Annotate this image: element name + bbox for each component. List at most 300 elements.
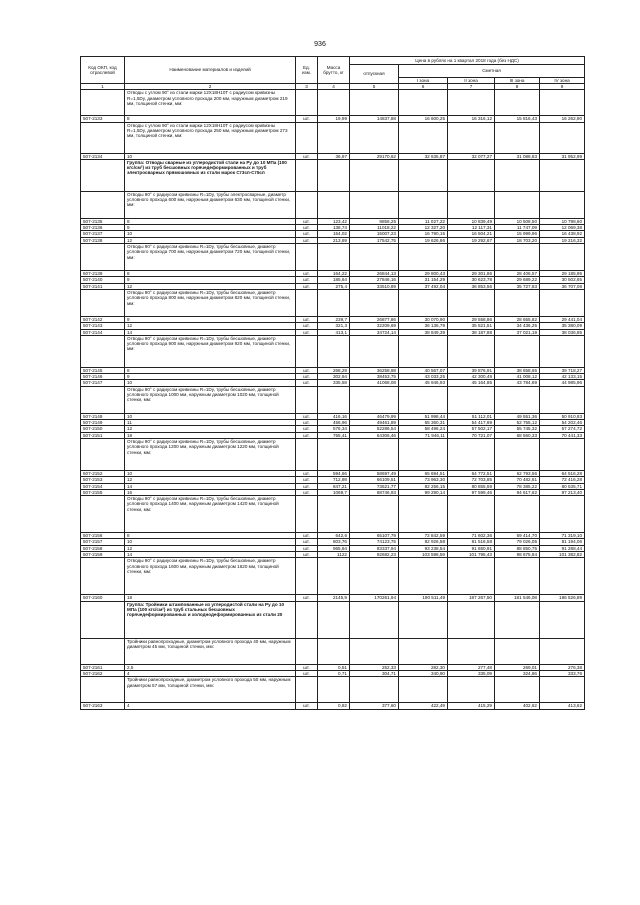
item-zone-2-price: 335,09	[448, 670, 495, 676]
item-zone-1-price: 36 136,79	[399, 323, 448, 329]
item-release-price: 52286,54	[350, 426, 399, 432]
item-zone-3-price: 402,62	[495, 703, 540, 709]
item-code: 507-2137	[81, 231, 125, 237]
column-number: 2	[125, 84, 296, 90]
item-code: 507-2149	[81, 420, 125, 426]
item-zone-1-price: 82 256,15	[399, 483, 448, 489]
empty-cell	[448, 122, 495, 153]
item-release-price: 58697,49	[350, 470, 399, 476]
item-zone-2-price: 42 300,49	[448, 374, 495, 380]
empty-cell	[81, 386, 125, 413]
item-zone-4-price: 276,38	[540, 664, 585, 670]
empty-cell	[296, 90, 318, 116]
item-name: 18	[125, 432, 296, 438]
item-zone-1-price: 72 842,59	[399, 533, 448, 539]
item-mass: 1122	[318, 552, 350, 558]
item-mass: 413,1	[318, 329, 350, 335]
item-code: 507-2144	[81, 329, 125, 335]
item-zone-2-price: 30 623,78	[448, 277, 495, 283]
item-description: Отводы 90° с радиусом кривизны R=1Dy, трубы электросварные, диаметр условного прохода 600 мм, наружным диаметром 630 мм, толщиной стенки, мм:	[125, 191, 296, 218]
empty-cell	[399, 601, 448, 638]
empty-cell	[495, 122, 540, 153]
item-zone-4-price: 12 069,38	[540, 225, 585, 231]
item-name: 8	[125, 533, 296, 539]
item-zone-4-price: 16 262,90	[540, 116, 585, 122]
empty-cell	[296, 601, 318, 638]
item-code: 507-2151	[81, 432, 125, 438]
item-zone-2-price: 38 187,88	[448, 329, 495, 335]
item-name: 12	[125, 237, 296, 243]
item-zone-1-price: 55 360,31	[399, 420, 448, 426]
description-row	[81, 90, 585, 116]
price-table	[80, 56, 585, 710]
item-mass: 803,76	[318, 539, 350, 545]
empty-cell	[296, 159, 318, 191]
empty-cell	[81, 244, 125, 271]
item-zone-3-price: 324,86	[495, 670, 540, 676]
item-mass: 965,94	[318, 545, 350, 551]
column-number: 3	[296, 84, 318, 90]
item-mass: 321,3	[318, 323, 350, 329]
item-zone-1-price: 93 238,54	[399, 545, 448, 551]
item-zone-2-price: 36 853,56	[448, 283, 495, 289]
item-name: 8	[125, 218, 296, 224]
item-unit: шт.	[296, 413, 318, 419]
empty-cell	[540, 335, 585, 367]
item-unit: шт.	[296, 271, 318, 277]
item-release-price: 66109,51	[350, 477, 399, 483]
item-name: 14	[125, 329, 296, 335]
item-code: 507-2136	[81, 225, 125, 231]
item-mass: 416,16	[318, 413, 350, 419]
item-code: 507-2163	[81, 703, 125, 709]
item-zone-1-price: 99 290,14	[399, 489, 448, 495]
item-zone-4-price: 29 441,04	[540, 316, 585, 322]
item-zone-4-price: 16 438,92	[540, 231, 585, 237]
item-zone-1-price: 31 154,29	[399, 277, 448, 283]
item-release-price: 38453,75	[350, 374, 399, 380]
empty-cell	[399, 386, 448, 413]
item-zone-3-price: 37 021,19	[495, 329, 540, 335]
empty-cell	[540, 289, 585, 316]
item-zone-2-price: 16 316,12	[448, 116, 495, 122]
description-row	[81, 386, 585, 413]
item-zone-1-price: 19 626,86	[399, 237, 448, 243]
item-name: 12	[125, 283, 296, 289]
item-zone-2-price: 19 292,67	[448, 237, 495, 243]
item-code: 507-2160	[81, 595, 125, 601]
empty-cell	[540, 159, 585, 191]
item-zone-3-price: 43 784,69	[495, 380, 540, 386]
empty-cell	[399, 159, 448, 191]
item-unit: шт.	[296, 316, 318, 322]
empty-cell	[350, 191, 399, 218]
empty-cell	[318, 289, 350, 316]
empty-cell	[350, 677, 399, 703]
item-zone-3-price: 38 658,65	[495, 367, 540, 373]
item-name: 4	[125, 670, 296, 676]
item-unit: шт.	[296, 595, 318, 601]
empty-cell	[296, 496, 318, 533]
empty-cell	[318, 677, 350, 703]
item-unit: шт.	[296, 483, 318, 489]
item-release-price: 41068,08	[350, 380, 399, 386]
item-zone-2-price: 32 077,27	[448, 153, 495, 159]
column-number: 4	[318, 84, 350, 90]
item-mass: 642,6	[318, 533, 350, 539]
item-name: 2,5	[125, 664, 296, 670]
item-zone-3-price: 15 816,43	[495, 116, 540, 122]
empty-cell	[399, 677, 448, 703]
item-mass: 456,96	[318, 420, 350, 426]
item-zone-1-price: 190 511,49	[399, 595, 448, 601]
empty-cell	[540, 638, 585, 664]
empty-cell	[296, 386, 318, 413]
description-row	[81, 438, 585, 470]
item-code: 507-2157	[81, 539, 125, 545]
item-name: 4	[125, 703, 296, 709]
empty-cell	[296, 122, 318, 153]
item-zone-2-price: 51 112,01	[448, 413, 495, 419]
item-name: 12	[125, 426, 296, 432]
item-zone-1-price: 73 963,30	[399, 477, 448, 483]
empty-cell	[296, 558, 318, 595]
empty-cell	[495, 677, 540, 703]
column-number: 5	[350, 84, 399, 90]
item-mass: 164,22	[318, 271, 350, 277]
item-code: 507-2134	[81, 153, 125, 159]
item-zone-3-price: 52 755,12	[495, 420, 540, 426]
item-zone-1-price: 58 496,24	[399, 426, 448, 432]
empty-cell	[448, 677, 495, 703]
item-unit: шт.	[296, 323, 318, 329]
item-zone-2-price: 80 855,59	[448, 483, 495, 489]
item-code: 507-2155	[81, 489, 125, 495]
item-zone-3-price: 88 850,75	[495, 545, 540, 551]
item-description: Тройники равнопроходные, диаметром условного прохода 50 мм, наружным диаметром 57 мм, толщиной стенки, мм:	[125, 677, 296, 703]
empty-cell	[296, 191, 318, 218]
item-zone-4-price: 54 202,46	[540, 420, 585, 426]
empty-cell	[495, 191, 540, 218]
item-zone-1-price: 16 790,15	[399, 231, 448, 237]
empty-cell	[350, 558, 399, 595]
empty-cell	[448, 438, 495, 470]
empty-cell	[350, 496, 399, 533]
group-title: Группа: Отводы сварные из углеродистой стали на Ру до 10 МПа (100 кгс/см²) из труб бесшовных горячедеформированных и труб электросварных прямошовных из стали марок Ст3сп-Ст5сп	[125, 159, 296, 191]
empty-cell	[495, 386, 540, 413]
item-zone-2-price: 39 876,91	[448, 367, 495, 373]
item-unit: шт.	[296, 225, 318, 231]
item-code: 507-2156	[81, 533, 125, 539]
item-unit: шт.	[296, 703, 318, 709]
item-zone-3-price: 98 675,84	[495, 552, 540, 558]
description-row	[81, 244, 585, 271]
item-zone-4-price: 57 274,72	[540, 426, 585, 432]
empty-cell	[399, 558, 448, 595]
empty-cell	[81, 601, 125, 638]
empty-cell	[448, 558, 495, 595]
empty-cell	[540, 558, 585, 595]
table-body	[81, 90, 585, 709]
item-zone-2-price: 187 267,50	[448, 595, 495, 601]
group-title: Группа: Тройники штампованные из углеродистой стали на Ру до 10 МПа (100 кгс/см²) из труб стальных бесшовных горячедеформированных и холоднодеформированных из стали 20	[125, 601, 296, 638]
item-name: 8	[125, 116, 296, 122]
empty-cell	[81, 289, 125, 316]
header-mass: Масса брутто, кг	[318, 57, 350, 84]
item-zone-1-price: 45 946,93	[399, 380, 448, 386]
item-zone-3-price: 15 999,96	[495, 231, 540, 237]
item-zone-2-price: 35 521,51	[448, 323, 495, 329]
item-code: 507-2148	[81, 413, 125, 419]
item-zone-3-price: 62 793,56	[495, 470, 540, 476]
item-unit: шт.	[296, 533, 318, 539]
item-code: 507-2146	[81, 374, 125, 380]
empty-cell	[399, 496, 448, 533]
group-heading-row	[81, 601, 585, 638]
empty-cell	[448, 386, 495, 413]
empty-cell	[318, 122, 350, 153]
item-zone-4-price: 36 707,08	[540, 283, 585, 289]
empty-cell	[81, 335, 125, 367]
empty-cell	[495, 335, 540, 367]
item-name: 8	[125, 367, 296, 373]
empty-cell	[81, 438, 125, 470]
empty-cell	[81, 159, 125, 191]
description-row	[81, 122, 585, 153]
empty-cell	[448, 289, 495, 316]
description-row	[81, 289, 585, 316]
item-code: 507-2141	[81, 283, 125, 289]
item-name: 9	[125, 316, 296, 322]
item-zone-4-price: 50 910,83	[540, 413, 585, 419]
header-zone-3: III зона	[495, 77, 540, 83]
empty-cell	[540, 677, 585, 703]
item-release-price: 83337,94	[350, 545, 399, 551]
header-name: Наименование материалов и изделий	[125, 57, 296, 84]
item-unit: шт.	[296, 380, 318, 386]
empty-cell	[350, 335, 399, 367]
item-zone-3-price: 31 088,83	[495, 153, 540, 159]
item-release-price: 17542,75	[350, 237, 399, 243]
item-unit: шт.	[296, 218, 318, 224]
item-code: 507-2142	[81, 316, 125, 322]
empty-cell	[399, 335, 448, 367]
item-name: 10	[125, 231, 296, 237]
item-release-price: 36258,98	[350, 367, 399, 373]
empty-cell	[81, 191, 125, 218]
item-mass: 594,66	[318, 470, 350, 476]
item-zone-2-price: 57 502,17	[448, 426, 495, 432]
item-release-price: 27846,16	[350, 277, 399, 283]
column-number: 8	[495, 84, 540, 90]
empty-cell	[296, 335, 318, 367]
item-unit: шт.	[296, 664, 318, 670]
item-release-price: 170261,94	[350, 595, 399, 601]
item-zone-4-price: 413,62	[540, 703, 585, 709]
item-unit: шт.	[296, 477, 318, 483]
empty-cell	[540, 386, 585, 413]
description-row	[81, 558, 585, 595]
item-zone-1-price: 12 327,20	[399, 225, 448, 231]
empty-cell	[296, 244, 318, 271]
item-zone-3-price: 79 026,05	[495, 539, 540, 545]
item-zone-3-price: 28 655,82	[495, 316, 540, 322]
item-zone-2-price: 91 650,91	[448, 545, 495, 551]
item-release-price: 33510,89	[350, 283, 399, 289]
item-zone-4-price: 29 185,95	[540, 271, 585, 277]
empty-cell	[399, 438, 448, 470]
item-mass: 123,42	[318, 218, 350, 224]
item-description: Тройники равнопроходные, диаметром условного прохода 40 мм, наружным диаметром 45 мм, толщиной стенки, мм:	[125, 638, 296, 664]
item-mass: 185,64	[318, 277, 350, 283]
item-zone-4-price: 30 502,65	[540, 277, 585, 283]
item-zone-1-price: 82 926,58	[399, 539, 448, 545]
empty-cell	[81, 638, 125, 664]
group-heading-row	[81, 159, 585, 191]
item-zone-4-price: 101 382,82	[540, 552, 585, 558]
item-zone-4-price: 186 526,89	[540, 595, 585, 601]
empty-cell	[540, 244, 585, 271]
empty-cell	[318, 496, 350, 533]
item-code: 507-2133	[81, 116, 125, 122]
item-zone-2-price: 64 772,51	[448, 470, 495, 476]
empty-cell	[81, 90, 125, 116]
item-description: Отводы 90° с радиусом кривизны R=1Dy, трубы бесшовные, диаметр условного прохода 1400 мм, наружным диаметром 1420 мм, толщиной стенки, мм:	[125, 496, 296, 533]
item-mass: 268,29	[318, 367, 350, 373]
empty-cell	[350, 438, 399, 470]
item-zone-4-price: 10 798,60	[540, 218, 585, 224]
item-zone-2-price: 101 795,43	[448, 552, 495, 558]
item-code: 507-2135	[81, 218, 125, 224]
item-code: 507-2152	[81, 470, 125, 476]
item-mass: 335,58	[318, 380, 350, 386]
item-release-price: 32209,69	[350, 323, 399, 329]
empty-cell	[296, 677, 318, 703]
item-zone-4-price: 70 441,33	[540, 432, 585, 438]
item-zone-4-price: 42 133,15	[540, 374, 585, 380]
item-zone-4-price: 81 194,06	[540, 539, 585, 545]
empty-cell	[448, 159, 495, 191]
item-release-price: 26844,13	[350, 271, 399, 277]
item-release-price: 88746,93	[350, 489, 399, 495]
empty-cell	[350, 386, 399, 413]
item-description: Отводы 90° с радиусом кривизны R=1Dy, трубы бесшовные, диаметр условного прохода 800 мм, наружным диаметром 820 мм, толщиной стенки, мм:	[125, 289, 296, 316]
empty-cell	[540, 90, 585, 116]
item-name: 9	[125, 225, 296, 231]
item-zone-4-price: 35 380,09	[540, 323, 585, 329]
item-name: 9	[125, 374, 296, 380]
item-zone-1-price: 422,49	[399, 703, 448, 709]
item-name: 8	[125, 271, 296, 277]
header-estimate: Сметная	[399, 65, 585, 78]
item-mass: 138,74	[318, 225, 350, 231]
empty-cell	[296, 638, 318, 664]
item-unit: шт.	[296, 552, 318, 558]
item-zone-4-price: 91 288,44	[540, 545, 585, 551]
empty-cell	[448, 601, 495, 638]
item-mass: 712,98	[318, 477, 350, 483]
empty-cell	[318, 601, 350, 638]
item-zone-3-price: 11 747,09	[495, 225, 540, 231]
item-zone-3-price: 94 617,62	[495, 489, 540, 495]
item-zone-2-price: 72 703,85	[448, 477, 495, 483]
item-zone-4-price: 80 535,71	[540, 483, 585, 489]
item-zone-4-price: 333,76	[540, 670, 585, 676]
item-mass: 1069,7	[318, 489, 350, 495]
header-zone-2: II зона	[448, 77, 495, 83]
item-zone-4-price: 71 319,10	[540, 533, 585, 539]
item-zone-1-price: 71 946,11	[399, 432, 448, 438]
item-zone-2-price: 12 117,31	[448, 225, 495, 231]
empty-cell	[350, 244, 399, 271]
item-zone-2-price: 415,29	[448, 703, 495, 709]
item-mass: 275,4	[318, 283, 350, 289]
item-zone-1-price: 43 033,25	[399, 374, 448, 380]
description-row	[81, 335, 585, 367]
item-zone-2-price: 45 164,85	[448, 380, 495, 386]
empty-cell	[350, 638, 399, 664]
item-zone-1-price: 32 635,87	[399, 153, 448, 159]
item-zone-3-price: 49 551,36	[495, 413, 540, 419]
item-name: 11	[125, 420, 296, 426]
item-zone-1-price: 40 567,07	[399, 367, 448, 373]
item-release-price: 14837,88	[350, 116, 399, 122]
item-name: 9	[125, 277, 296, 283]
item-mass: 302,94	[318, 374, 350, 380]
item-unit: шт.	[296, 432, 318, 438]
empty-cell	[495, 90, 540, 116]
empty-cell	[318, 90, 350, 116]
empty-cell	[399, 244, 448, 271]
item-zone-3-price: 68 560,33	[495, 432, 540, 438]
item-release-price: 15007,23	[350, 231, 399, 237]
item-zone-1-price: 11 027,22	[399, 218, 448, 224]
empty-cell	[350, 159, 399, 191]
empty-cell	[318, 558, 350, 595]
item-mass: 755,41	[318, 432, 350, 438]
empty-cell	[318, 244, 350, 271]
item-zone-4-price: 19 216,32	[540, 237, 585, 243]
item-unit: шт.	[296, 670, 318, 676]
empty-cell	[350, 90, 399, 116]
item-zone-2-price: 71 602,36	[448, 533, 495, 539]
item-mass: 2145,9	[318, 595, 350, 601]
item-zone-3-price: 181 546,08	[495, 595, 540, 601]
item-unit: шт.	[296, 231, 318, 237]
item-name: 14	[125, 483, 296, 489]
item-name: 10	[125, 539, 296, 545]
empty-cell	[350, 601, 399, 638]
item-zone-3-price: 35 727,83	[495, 283, 540, 289]
description-row	[81, 496, 585, 533]
header-zone-4: IV зона	[540, 77, 585, 83]
item-release-price: 92682,23	[350, 552, 399, 558]
empty-cell	[318, 159, 350, 191]
item-release-price: 46479,99	[350, 413, 399, 419]
item-name: 10	[125, 470, 296, 476]
item-mass: 0,51	[318, 664, 350, 670]
item-release-price: 304,71	[350, 670, 399, 676]
item-code: 507-2147	[81, 380, 125, 386]
item-zone-3-price: 18 703,20	[495, 237, 540, 243]
empty-cell	[540, 122, 585, 153]
item-name: 14	[125, 552, 296, 558]
header-code: Код ОКП, код отраслевой	[81, 57, 125, 84]
empty-cell	[448, 90, 495, 116]
empty-cell	[296, 289, 318, 316]
table-row	[81, 703, 585, 709]
item-unit: шт.	[296, 153, 318, 159]
